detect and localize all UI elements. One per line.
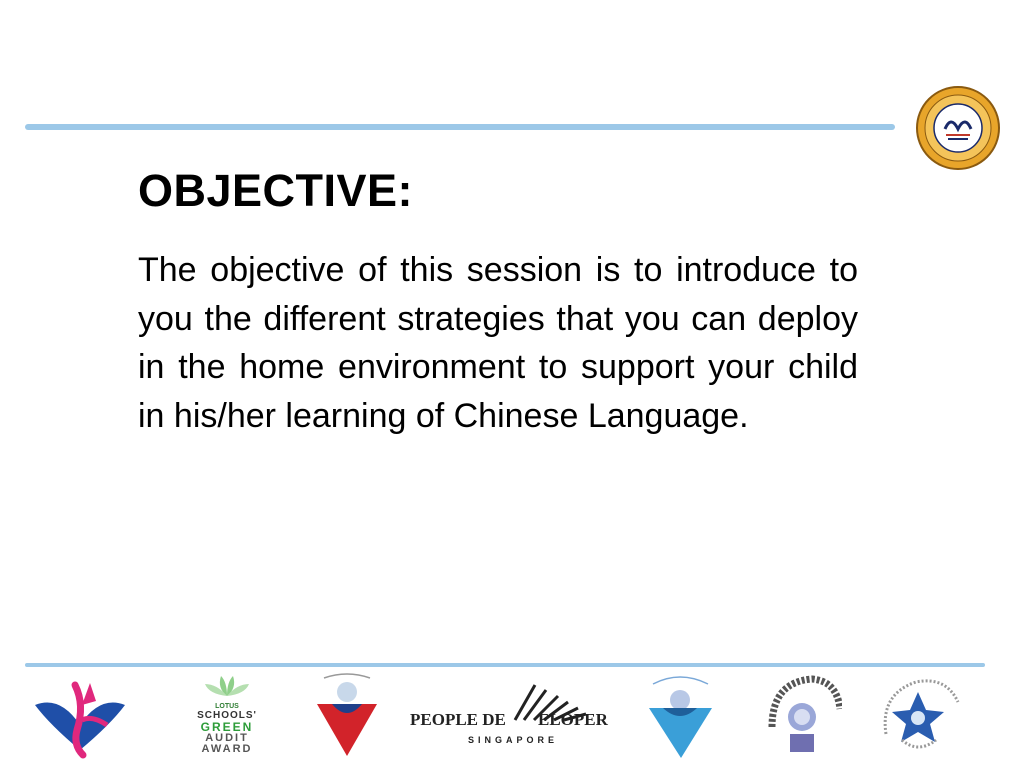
person-arrow-icon	[312, 670, 382, 762]
kid-logo-icon	[30, 675, 130, 763]
top-divider	[25, 124, 895, 130]
school-crest-icon	[915, 85, 1001, 171]
award-label: AWARD	[201, 743, 253, 755]
audit-label: AUDIT	[205, 732, 249, 744]
sustained-achievement-icon	[762, 672, 842, 762]
people-developer-logo	[410, 682, 608, 752]
people-developer-left: PEOPLE DE	[410, 710, 506, 729]
star-award-icon	[878, 674, 960, 760]
slide-title: OBJECTIVE:	[138, 165, 414, 216]
people-developer-sub: SINGAPORE	[468, 735, 559, 745]
bottom-divider	[25, 663, 985, 667]
globe-v-icon	[643, 670, 718, 762]
schools-label: SCHOOLS'	[197, 710, 257, 721]
green-label: GREEN	[200, 720, 254, 734]
green-audit-lotus-icon	[192, 672, 262, 698]
green-audit-award	[192, 672, 262, 762]
slide-body: The objective of this session is to introduce to you the different strategies that you can deploy in the home environment to support your child in his/her learning of Chinese Language.	[138, 251, 858, 435]
people-developer-right: ELOPER	[538, 710, 608, 729]
lotus-label: LOTUS	[215, 703, 239, 710]
award-logos-footer	[0, 670, 1024, 768]
